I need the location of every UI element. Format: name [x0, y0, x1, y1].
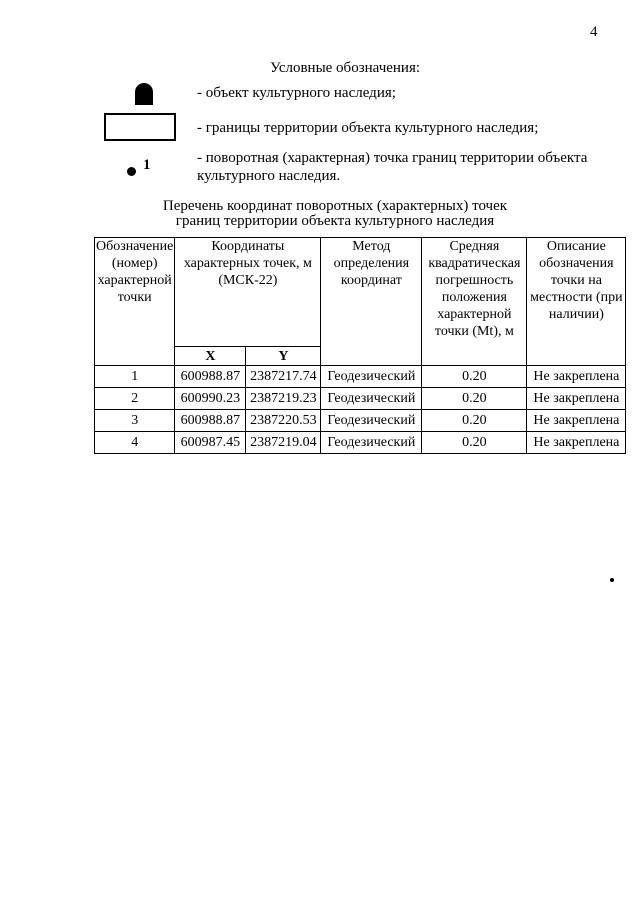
cell-method: Геодезический: [321, 410, 422, 432]
cell-method: Геодезический: [321, 366, 422, 388]
cell-mt: 0.20: [422, 410, 527, 432]
legend-item-boundary: - границы территории объекта культурного наследия;: [197, 120, 539, 136]
cell-y: 2387219.04: [246, 432, 321, 454]
header-description: Описание обозначения точки на местности (при наличии): [527, 238, 626, 366]
cell-mt: 0.20: [422, 388, 527, 410]
cell-number: 2: [95, 388, 175, 410]
stray-dot-mark: [610, 578, 614, 582]
turning-point-icon: [127, 167, 136, 176]
list-title: [0, 199, 640, 229]
cell-description: Не закреплена: [527, 388, 626, 410]
cell-method: Геодезический: [321, 432, 422, 454]
legend-item-turning-point: - поворотная (характерная) точка границ территории объекта культурного наследия.: [197, 150, 588, 184]
cell-mt: 0.20: [422, 366, 527, 388]
legend-title: Условные обозначения:: [270, 60, 421, 76]
cell-mt: 0.20: [422, 432, 527, 454]
header-method: Метод определения координат: [321, 238, 422, 366]
list-title-line2: границ территории объекта культурного наследия: [175, 213, 495, 229]
cell-description: Не закреплена: [527, 366, 626, 388]
cell-description: Не закреплена: [527, 432, 626, 454]
coordinates-table: [94, 237, 626, 454]
table-row: [95, 432, 626, 454]
header-error: Средняя квадратическая погрешность положения характерной точки (Mt), м: [422, 238, 527, 366]
list-title-line1: Перечень координат поворотных (характерных) точек: [162, 198, 508, 214]
cell-x: 600988.87: [175, 410, 246, 432]
cell-description: Не закреплена: [527, 410, 626, 432]
cell-number: 4: [95, 432, 175, 454]
header-x: X: [175, 347, 246, 366]
cell-method: Геодезический: [321, 388, 422, 410]
table-row: [95, 388, 626, 410]
cell-x: 600990.23: [175, 388, 246, 410]
cell-number: 3: [95, 410, 175, 432]
table-row: [95, 366, 626, 388]
boundary-rect-icon: [104, 113, 176, 141]
table-row: [95, 410, 626, 432]
cell-y: 2387219.23: [246, 388, 321, 410]
header-coordinates: Координаты характерных точек, м (МСК-22): [175, 238, 321, 347]
monument-icon: [135, 83, 153, 105]
cell-y: 2387220.53: [246, 410, 321, 432]
turning-point-marker: 1: [143, 157, 151, 173]
cell-y: 2387217.74: [246, 366, 321, 388]
header-designation: Обозначение (номер) характерной точки: [95, 238, 175, 366]
cell-x: 600987.45: [175, 432, 246, 454]
header-y: Y: [246, 347, 321, 366]
page-number: 4: [590, 24, 598, 40]
cell-x: 600988.87: [175, 366, 246, 388]
legend-item-monument: - объект культурного наследия;: [197, 85, 396, 101]
cell-number: 1: [95, 366, 175, 388]
